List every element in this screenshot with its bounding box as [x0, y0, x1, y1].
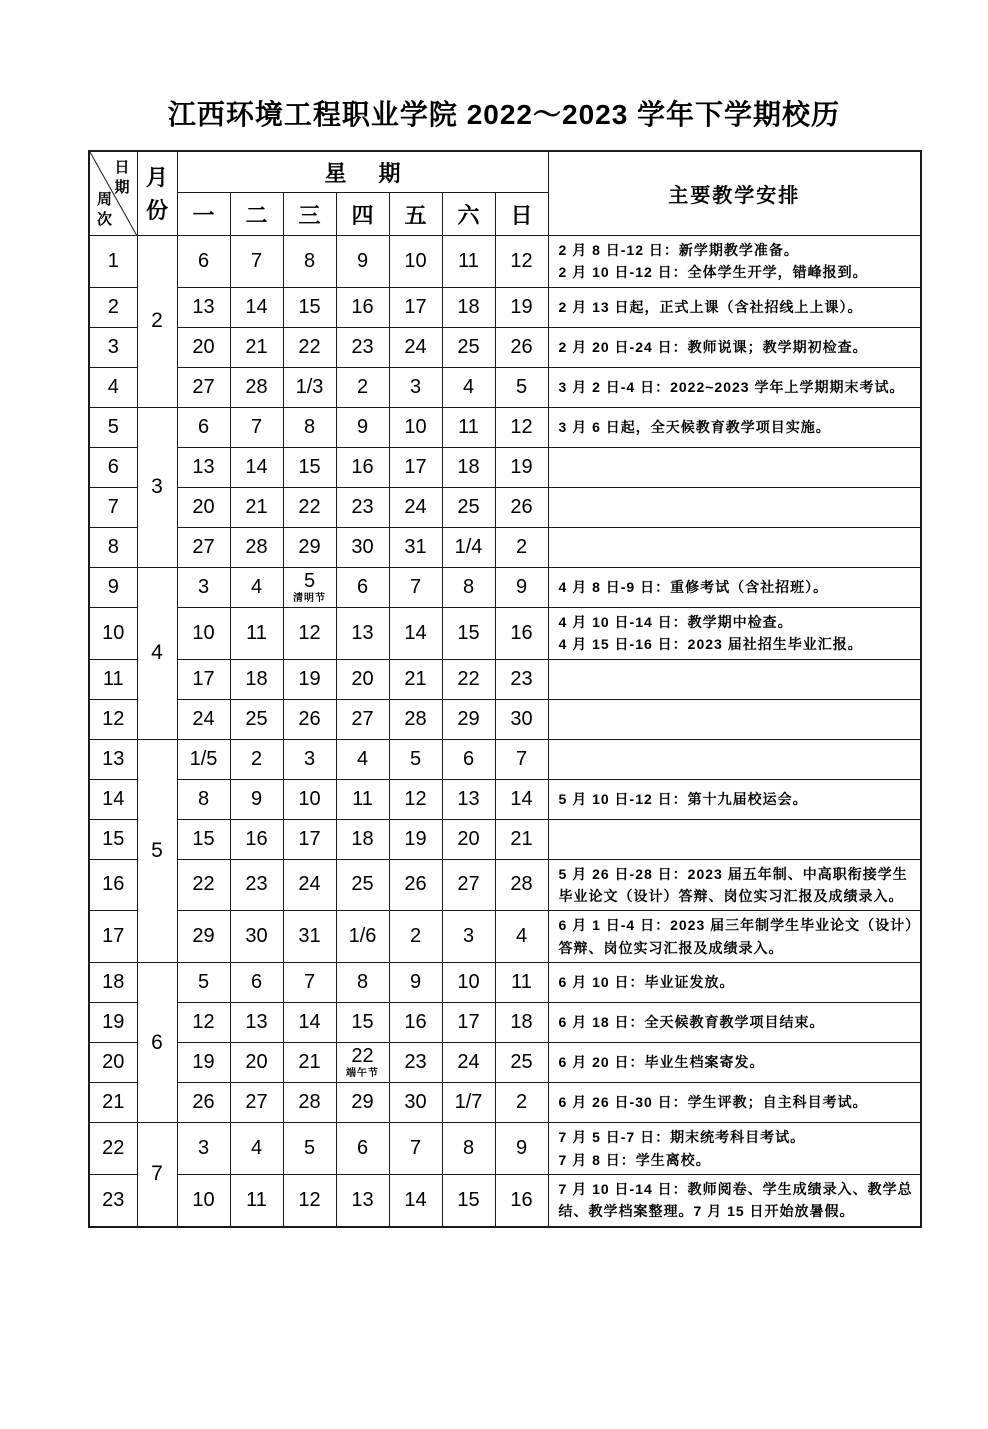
table-row	[89, 1174, 921, 1226]
day-cell: 15	[336, 1003, 389, 1043]
day-cell: 1/5	[177, 739, 230, 779]
remark-cell	[548, 236, 921, 288]
day-cell: 13	[336, 1174, 389, 1226]
day-cell: 23	[336, 327, 389, 367]
table-row	[89, 779, 921, 819]
day-cell: 12	[495, 407, 548, 447]
remark-line: 6 月 1 日-4 日：2023 届三年制学生毕业论文（设计）答辩、岗位实习汇报及成绩录入。	[558, 917, 914, 956]
festival-label: 清明节	[293, 592, 326, 604]
day-cell: 17	[177, 659, 230, 699]
week-number-cell: 20	[89, 1043, 137, 1083]
remark-line: 2 月 10 日-12 日：全体学生开学，错峰报到。	[558, 264, 868, 281]
day-cell: 7	[230, 407, 283, 447]
day-cell: 4	[336, 739, 389, 779]
calendar-body	[89, 236, 921, 1227]
day-cell: 2	[495, 527, 548, 567]
day-cell: 18	[336, 819, 389, 859]
day-cell: 14	[283, 1003, 336, 1043]
page-title: 江西环境工程职业学院 2022～2023 学年下学期校历	[167, 99, 841, 130]
day-cell: 30	[230, 911, 283, 963]
remark-cell	[548, 527, 921, 567]
day-cell: 1/6	[336, 911, 389, 963]
day-cell: 26	[283, 699, 336, 739]
day-number: 5	[303, 569, 316, 592]
day-cell: 12	[283, 1174, 336, 1226]
week-number-cell: 5	[89, 407, 137, 447]
day-cell: 4	[230, 1123, 283, 1175]
weekday-label-tue: 二	[230, 193, 283, 236]
day-cell: 4	[230, 567, 283, 607]
remark-cell	[548, 819, 921, 859]
week-number-cell: 16	[89, 859, 137, 911]
day-cell: 14	[230, 447, 283, 487]
table-row	[89, 1123, 921, 1175]
day-cell: 5	[177, 963, 230, 1003]
day-cell: 28	[389, 699, 442, 739]
table-row	[89, 1043, 921, 1083]
day-cell: 22	[283, 487, 336, 527]
day-cell: 10	[177, 607, 230, 659]
day-cell: 16	[389, 1003, 442, 1043]
week-number-cell: 7	[89, 487, 137, 527]
day-cell	[283, 567, 336, 607]
remark-line: 6 月 26 日-30 日：学生评教；自主科目考试。	[558, 1094, 868, 1111]
remark-line: 6 月 18 日：全天候教育教学项目结束。	[558, 1014, 825, 1031]
remark-cell	[548, 859, 921, 911]
remark-cell	[548, 1003, 921, 1043]
remark-line: 4 月 15 日-16 日：2023 届社招生毕业汇报。	[558, 636, 863, 653]
day-cell: 18	[230, 659, 283, 699]
day-cell: 30	[495, 699, 548, 739]
week-number-cell: 6	[89, 447, 137, 487]
day-cell: 24	[177, 699, 230, 739]
day-cell: 10	[283, 779, 336, 819]
table-row	[89, 699, 921, 739]
day-cell: 29	[283, 527, 336, 567]
day-cell: 27	[336, 699, 389, 739]
day-cell: 26	[389, 859, 442, 911]
week-number-cell: 15	[89, 819, 137, 859]
week-number-cell: 12	[89, 699, 137, 739]
day-cell: 10	[389, 407, 442, 447]
day-cell: 18	[442, 447, 495, 487]
day-cell: 2	[389, 911, 442, 963]
remark-cell	[548, 367, 921, 407]
calendar-table	[88, 150, 922, 1228]
day-cell: 15	[177, 819, 230, 859]
day-cell: 13	[177, 447, 230, 487]
day-cell: 15	[283, 447, 336, 487]
day-cell: 24	[442, 1043, 495, 1083]
day-cell: 3	[389, 367, 442, 407]
day-cell: 11	[442, 407, 495, 447]
day-cell: 21	[495, 819, 548, 859]
day-cell: 20	[442, 819, 495, 859]
day-cell: 12	[177, 1003, 230, 1043]
day-cell: 13	[230, 1003, 283, 1043]
day-cell: 22	[442, 659, 495, 699]
day-cell: 12	[495, 236, 548, 288]
day-cell: 29	[442, 699, 495, 739]
remark-cell	[548, 739, 921, 779]
day-cell: 3	[283, 739, 336, 779]
day-cell: 20	[336, 659, 389, 699]
day-cell: 1/3	[283, 367, 336, 407]
table-row	[89, 567, 921, 607]
week-number-cell: 19	[89, 1003, 137, 1043]
month-cell: 5	[137, 739, 177, 963]
weekday-label-sat: 六	[442, 193, 495, 236]
remark-cell	[548, 487, 921, 527]
day-cell: 28	[230, 367, 283, 407]
day-cell: 28	[283, 1083, 336, 1123]
remark-cell	[548, 327, 921, 367]
day-cell: 6	[177, 236, 230, 288]
table-row	[89, 963, 921, 1003]
table-row	[89, 447, 921, 487]
day-cell: 24	[283, 859, 336, 911]
day-cell: 16	[336, 287, 389, 327]
day-cell: 6	[177, 407, 230, 447]
day-cell: 12	[389, 779, 442, 819]
remark-line: 6 月 10 日：毕业证发放。	[558, 974, 735, 991]
day-cell: 8	[442, 567, 495, 607]
week-number-cell: 21	[89, 1083, 137, 1123]
day-cell: 5	[283, 1123, 336, 1175]
day-cell: 6	[442, 739, 495, 779]
month-cell: 6	[137, 963, 177, 1123]
day-cell: 9	[230, 779, 283, 819]
day-cell: 26	[495, 487, 548, 527]
remark-line: 2 月 13 日起，正式上课（含社招线上上课）。	[558, 299, 863, 316]
month-cell: 7	[137, 1123, 177, 1227]
day-cell: 4	[442, 367, 495, 407]
day-cell: 25	[442, 327, 495, 367]
week-number-cell: 10	[89, 607, 137, 659]
day-cell: 29	[336, 1083, 389, 1123]
day-cell: 1/7	[442, 1083, 495, 1123]
remark-line: 3 月 2 日-4 日：2022~2023 学年上学期期末考试。	[558, 379, 905, 396]
day-cell: 9	[336, 407, 389, 447]
day-cell: 19	[177, 1043, 230, 1083]
day-cell: 2	[230, 739, 283, 779]
week-section-header: 星期	[177, 151, 548, 193]
day-cell: 6	[336, 1123, 389, 1175]
day-cell: 17	[442, 1003, 495, 1043]
day-cell: 31	[389, 527, 442, 567]
day-cell: 23	[389, 1043, 442, 1083]
day-cell: 5	[389, 739, 442, 779]
day-cell: 6	[230, 963, 283, 1003]
day-cell: 21	[389, 659, 442, 699]
week-number-cell: 2	[89, 287, 137, 327]
weekday-label-thu: 四	[336, 193, 389, 236]
table-row	[89, 607, 921, 659]
day-cell: 17	[389, 287, 442, 327]
day-cell: 16	[495, 607, 548, 659]
day-cell: 11	[230, 607, 283, 659]
day-cell: 7	[495, 739, 548, 779]
day-cell: 23	[336, 487, 389, 527]
remark-cell	[548, 963, 921, 1003]
remark-line: 6 月 20 日：毕业生档案寄发。	[558, 1054, 765, 1071]
remark-cell	[548, 447, 921, 487]
day-cell: 11	[230, 1174, 283, 1226]
remark-line: 7 月 10 日-14 日：教师阅卷、学生成绩录入、教学总结、教学档案整理。7 月 15 日开始放暑假。	[558, 1180, 913, 1220]
day-cell: 3	[442, 911, 495, 963]
week-number-cell: 8	[89, 527, 137, 567]
remark-cell	[548, 779, 921, 819]
remark-line: 3 月 6 日起，全天候教育教学项目实施。	[558, 419, 831, 436]
day-cell: 25	[495, 1043, 548, 1083]
day-cell: 12	[283, 607, 336, 659]
day-cell: 16	[336, 447, 389, 487]
month-cell: 3	[137, 407, 177, 567]
day-cell: 23	[230, 859, 283, 911]
corner-header-cell	[89, 151, 137, 236]
day-cell: 15	[283, 287, 336, 327]
day-cell: 10	[442, 963, 495, 1003]
day-cell: 21	[230, 487, 283, 527]
remark-cell	[548, 699, 921, 739]
day-cell: 28	[495, 859, 548, 911]
day-cell: 14	[389, 607, 442, 659]
week-number-cell: 23	[89, 1174, 137, 1226]
day-cell: 8	[283, 236, 336, 288]
day-cell: 22	[177, 859, 230, 911]
day-cell: 10	[389, 236, 442, 288]
day-cell: 27	[177, 367, 230, 407]
day-cell: 10	[177, 1174, 230, 1226]
table-row	[89, 527, 921, 567]
remark-cell	[548, 1043, 921, 1083]
remark-line: 2 月 20 日-24 日：教师说课；教学期初检查。	[558, 339, 868, 356]
day-cell: 25	[442, 487, 495, 527]
remark-line: 7 月 8 日：学生离校。	[558, 1151, 711, 1168]
remark-line: 4 月 8 日-9 日：重修考试（含社招班）。	[558, 579, 829, 596]
corner-label-week: 周次	[97, 191, 113, 228]
table-row	[89, 487, 921, 527]
day-cell: 18	[495, 1003, 548, 1043]
day-cell: 21	[283, 1043, 336, 1083]
day-cell: 24	[389, 487, 442, 527]
day-cell: 9	[495, 567, 548, 607]
week-number-cell: 13	[89, 739, 137, 779]
day-cell: 19	[389, 819, 442, 859]
weekday-label-wed: 三	[283, 193, 336, 236]
day-cell: 13	[442, 779, 495, 819]
day-cell: 23	[495, 659, 548, 699]
remark-cell	[548, 567, 921, 607]
day-cell: 30	[389, 1083, 442, 1123]
week-number-cell: 4	[89, 367, 137, 407]
week-number-cell: 1	[89, 236, 137, 288]
remark-line: 5 月 26 日-28 日：2023 届五年制、中高职衔接学生毕业论文（设计）答辩、岗位实习汇报及成绩录入。	[558, 865, 908, 904]
day-cell: 13	[336, 607, 389, 659]
day-cell: 18	[442, 287, 495, 327]
day-cell: 19	[283, 659, 336, 699]
week-number-cell: 3	[89, 327, 137, 367]
day-cell: 8	[336, 963, 389, 1003]
day-cell: 2	[495, 1083, 548, 1123]
day-cell: 9	[389, 963, 442, 1003]
day-cell: 11	[442, 236, 495, 288]
day-cell: 6	[336, 567, 389, 607]
table-row	[89, 659, 921, 699]
remark-line: 4 月 10 日-14 日：教学期中检查。	[558, 613, 793, 630]
day-cell: 2	[336, 367, 389, 407]
day-cell: 14	[495, 779, 548, 819]
remark-line: 7 月 5 日-7 日：期末统考科目考试。	[558, 1129, 806, 1146]
remark-cell	[548, 607, 921, 659]
day-cell: 20	[177, 327, 230, 367]
day-cell: 22	[283, 327, 336, 367]
table-row	[89, 287, 921, 327]
festival-label: 端午节	[346, 1068, 379, 1080]
day-cell: 31	[283, 911, 336, 963]
day-cell: 25	[230, 699, 283, 739]
corner-label-date: 日期	[114, 159, 130, 196]
remark-cell	[548, 407, 921, 447]
table-row	[89, 1003, 921, 1043]
week-number-cell: 14	[89, 779, 137, 819]
day-cell: 21	[230, 327, 283, 367]
table-row	[89, 407, 921, 447]
day-cell: 19	[495, 287, 548, 327]
day-cell: 8	[177, 779, 230, 819]
day-cell: 14	[389, 1174, 442, 1226]
weekday-label-fri: 五	[389, 193, 442, 236]
week-number-cell: 11	[89, 659, 137, 699]
day-cell: 19	[495, 447, 548, 487]
day-cell: 27	[177, 527, 230, 567]
remark-line: 5 月 10 日-12 日：第十九届校运会。	[558, 790, 808, 807]
day-cell: 30	[336, 527, 389, 567]
day-cell: 27	[230, 1083, 283, 1123]
table-row	[89, 819, 921, 859]
calendar-header	[89, 151, 921, 236]
month-cell: 2	[137, 236, 177, 408]
day-cell: 1/4	[442, 527, 495, 567]
day-cell: 24	[389, 327, 442, 367]
month-cell: 4	[137, 567, 177, 739]
month-column-header: 月份	[137, 151, 177, 236]
day-number: 22	[351, 1045, 374, 1068]
day-cell: 11	[336, 779, 389, 819]
week-number-cell: 17	[89, 911, 137, 963]
day-cell: 28	[230, 527, 283, 567]
day-cell: 3	[177, 1123, 230, 1175]
remark-cell	[548, 1174, 921, 1226]
day-cell: 8	[442, 1123, 495, 1175]
day-cell: 7	[283, 963, 336, 1003]
table-row	[89, 859, 921, 911]
day-cell: 9	[495, 1123, 548, 1175]
day-cell: 29	[177, 911, 230, 963]
remarks-column-header: 主要教学安排	[548, 151, 921, 236]
week-number-cell: 9	[89, 567, 137, 607]
day-cell: 20	[177, 487, 230, 527]
remark-cell	[548, 911, 921, 963]
table-row	[89, 236, 921, 288]
remark-cell	[548, 1083, 921, 1123]
table-row	[89, 1083, 921, 1123]
day-cell: 26	[495, 327, 548, 367]
table-row	[89, 911, 921, 963]
day-cell: 13	[177, 287, 230, 327]
day-cell: 15	[442, 1174, 495, 1226]
remark-cell	[548, 1123, 921, 1175]
day-cell: 15	[442, 607, 495, 659]
day-cell: 17	[283, 819, 336, 859]
day-cell: 4	[495, 911, 548, 963]
remark-cell	[548, 287, 921, 327]
day-cell: 27	[442, 859, 495, 911]
day-cell: 14	[230, 287, 283, 327]
day-cell	[336, 1043, 389, 1083]
day-cell: 7	[389, 567, 442, 607]
day-cell: 16	[230, 819, 283, 859]
day-cell: 11	[495, 963, 548, 1003]
weekday-label-mon: 一	[177, 193, 230, 236]
day-cell: 26	[177, 1083, 230, 1123]
day-cell: 8	[283, 407, 336, 447]
week-number-cell: 18	[89, 963, 137, 1003]
remark-line: 2 月 8 日-12 日：新学期教学准备。	[558, 242, 799, 258]
table-row	[89, 327, 921, 367]
day-cell: 9	[336, 236, 389, 288]
remark-cell	[548, 659, 921, 699]
day-cell: 25	[336, 859, 389, 911]
day-cell: 7	[389, 1123, 442, 1175]
day-cell: 5	[495, 367, 548, 407]
day-cell: 17	[389, 447, 442, 487]
table-row	[89, 367, 921, 407]
day-cell: 3	[177, 567, 230, 607]
weekday-label-sun: 日	[495, 193, 548, 236]
table-row	[89, 739, 921, 779]
day-cell: 16	[495, 1174, 548, 1226]
day-cell: 7	[230, 236, 283, 288]
week-number-cell: 22	[89, 1123, 137, 1175]
day-cell: 20	[230, 1043, 283, 1083]
